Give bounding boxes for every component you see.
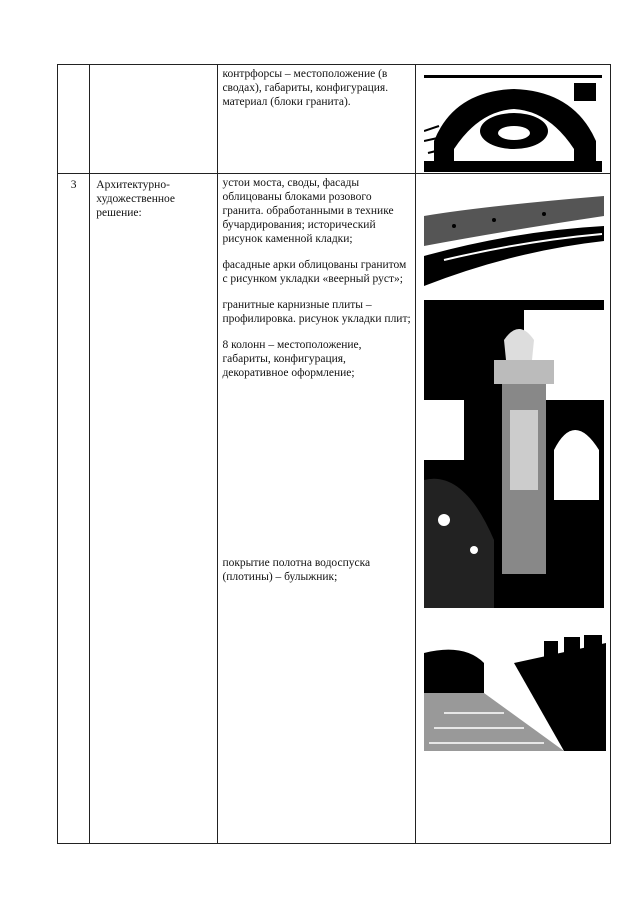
row-number: 3 <box>58 174 90 844</box>
description-paragraph: 8 колонн – местоположение, габариты, конфигурация, декоративное оформление; <box>222 339 362 379</box>
row-label: Архитектурно-художественное решение: <box>90 174 218 844</box>
description-cell <box>218 174 416 844</box>
heritage-table <box>57 64 611 844</box>
row-number <box>58 65 90 174</box>
description-paragraph: устои моста, своды, фасады облицованы блоками розового гранита. обработанными в технике бучардирования; исторический рисунок каменной кладки; <box>222 177 394 245</box>
description-text: контрфорсы – местоположение (в сводах), габариты, конфигурация. материал (блоки гранита). <box>222 68 389 108</box>
row-label <box>90 65 218 174</box>
description-paragraph: покрытие полотна водоспуска (плотины) – булыжник; <box>222 557 371 583</box>
table-row <box>58 65 611 174</box>
table-row <box>58 174 611 844</box>
buttress-arch-photo-icon <box>424 71 602 172</box>
description-paragraph: гранитные карнизные плиты – профилировка. рисунок укладки плит; <box>222 299 411 325</box>
description-paragraph: фасадные арки облицованы гранитом с рисунком укладки «веерный руст»; <box>222 259 407 285</box>
description-cell <box>218 65 416 174</box>
column-pedestal-photo-icon <box>424 300 604 608</box>
photo-cell <box>416 174 611 844</box>
cobblestone-road-photo-icon <box>424 633 606 751</box>
photo-cell <box>416 65 611 174</box>
granite-cornice-photo-icon <box>424 186 604 286</box>
